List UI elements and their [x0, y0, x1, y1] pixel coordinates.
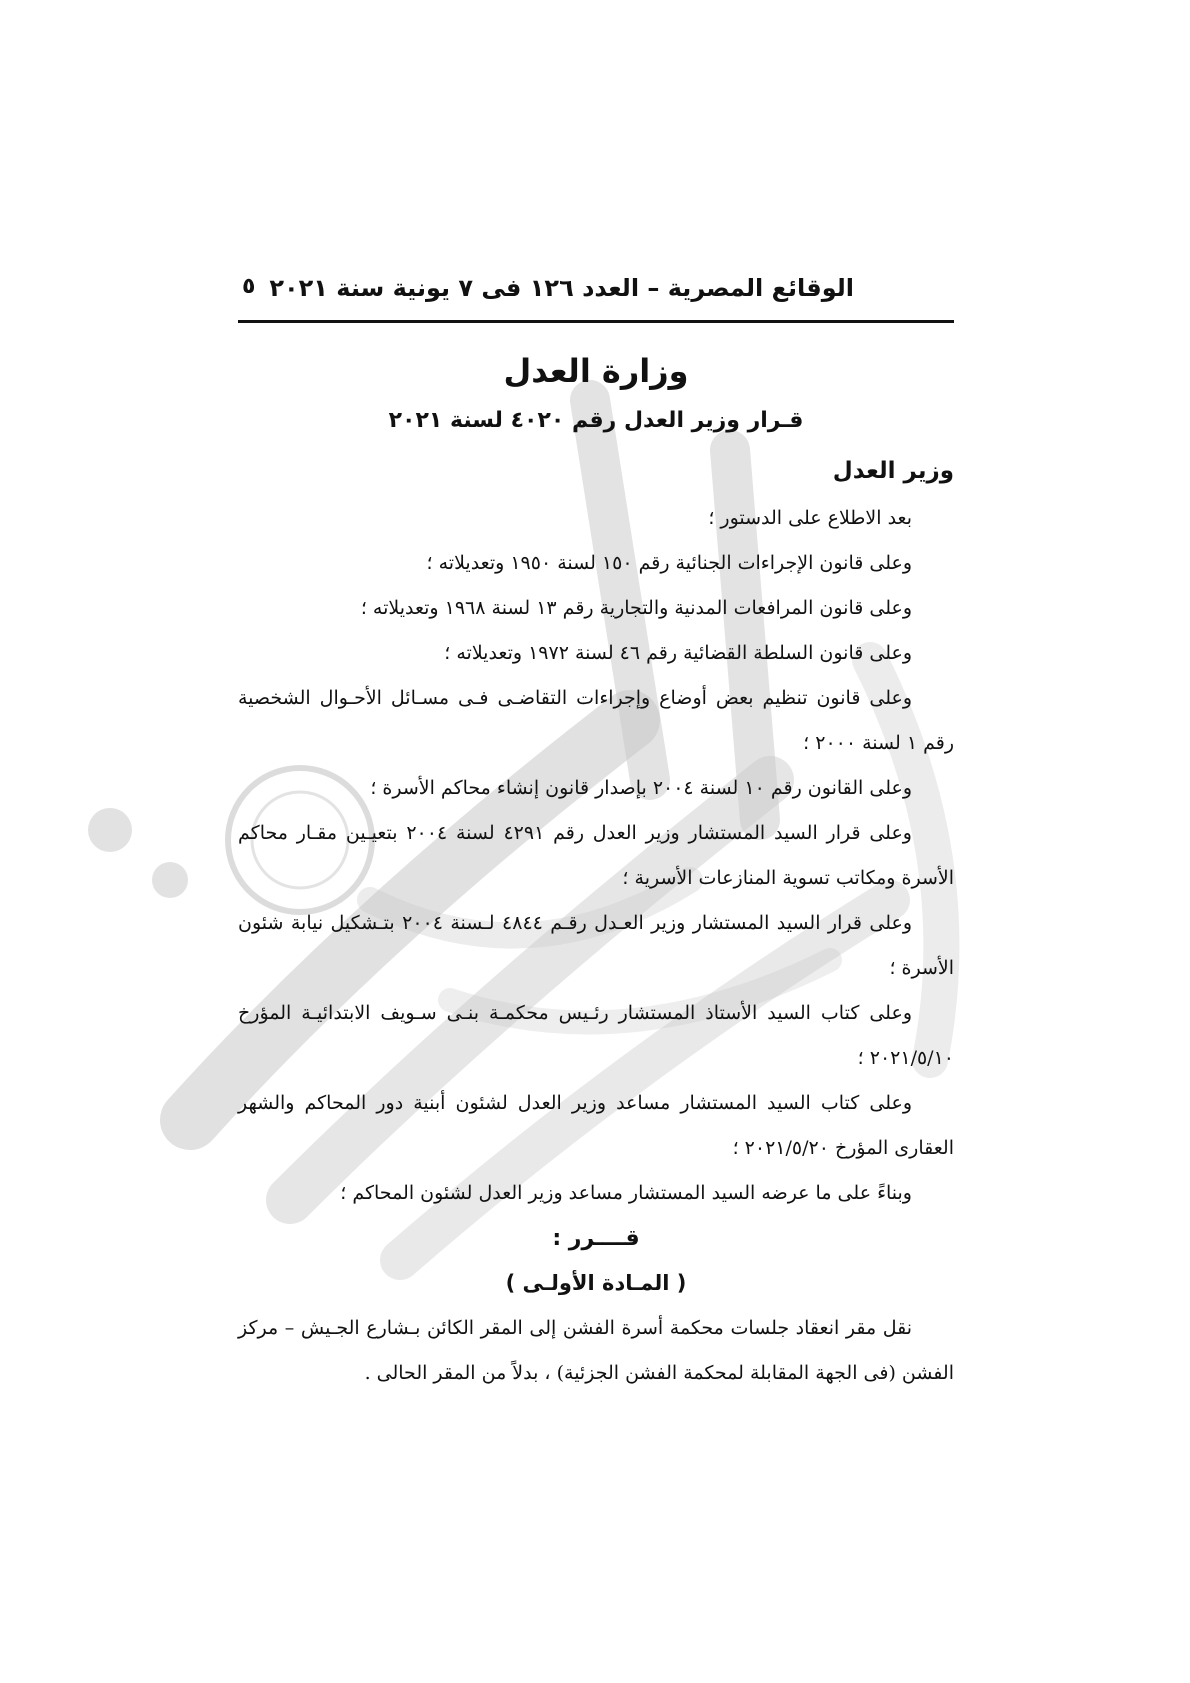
page-header — [238, 262, 954, 322]
ministry-title: وزارة العدل — [503, 352, 689, 390]
decree-title: قـرار وزير العدل رقم ٤٠٢٠ لسنة ٢٠٢١ — [388, 408, 804, 433]
decree-body — [238, 496, 954, 1396]
preamble-paragraph: وعلى قرار السيد المستشار وزير العدل رقم ٤٢٩١ لسنة ٢٠٠٤ بتعيـين مقـار محاكم الأسرة ومكاتب تسوية المنازعات الأسرية ؛ — [238, 822, 954, 889]
watermark-dot — [152, 862, 188, 898]
preamble-paragraph: وعلى القانون رقم ١٠ لسنة ٢٠٠٤ بإصدار قانون إنشاء محاكم الأسرة ؛ — [370, 777, 912, 799]
preamble-paragraph: وبناءً على ما عرضه السيد المستشار مساعد وزير العدل لشئون المحاكم ؛ — [340, 1182, 912, 1204]
article-heading: ( المـادة الأولـى ) — [505, 1271, 687, 1295]
preamble-paragraph: وعلى قرار السيد المستشار وزير العـدل رقـم ٤٨٤٤ لـسنة ٢٠٠٤ بتـشكيل نيابة شئون الأسرة ؛ — [238, 912, 954, 979]
minister-heading: وزير العدل — [832, 458, 954, 484]
article-text: نقل مقر انعقاد جلسات محكمة أسرة الفشن إلى المقر الكائن بـشارع الجـيش – مركز الفشن (فى الجهة المقابلة لمحكمة الفشن الجزئية) ، بدلاً من المقر الحالى . — [238, 1317, 954, 1384]
preamble-paragraph: وعلى كتاب السيد الأستاذ المستشار رئـيس محكمـة بنـى سـويف الابتدائيـة المؤرخ ٢٠٢١/٥/١٠ ؛ — [238, 1002, 954, 1069]
preamble-paragraph: وعلى قانون الإجراءات الجنائية رقم ١٥٠ لسنة ١٩٥٠ وتعديلاته ؛ — [426, 552, 912, 574]
header-divider — [238, 320, 954, 323]
decided-heading: قــــرر : — [552, 1226, 640, 1251]
preamble-paragraph: وعلى قانون المرافعات المدنية والتجارية رقم ١٣ لسنة ١٩٦٨ وتعديلاته ؛ — [360, 597, 912, 619]
preamble-paragraph: وعلى كتاب السيد المستشار مساعد وزير العدل لشئون أبنية دور المحاكم والشهر العقارى المؤرخ ٢٠٢١/٥/٢٠ ؛ — [238, 1092, 954, 1159]
page-number: ٥ — [242, 274, 256, 299]
watermark-dot — [88, 808, 132, 852]
preamble-paragraph: وعلى قانون السلطة القضائية رقم ٤٦ لسنة ١٩٧٢ وتعديلاته ؛ — [444, 642, 912, 664]
preamble-paragraph: وعلى قانون تنظيم بعض أوضاع وإجراءات التقاضـى فـى مسـائل الأحـوال الشخصية رقم ١ لسنة ٢٠٠٠ ؛ — [238, 687, 954, 754]
preamble-paragraph: بعد الاطلاع على الدستور ؛ — [708, 507, 912, 529]
gazette-header-title: الوقائع المصرية – العدد ١٢٦ فى ٧ يونية سنة ٢٠٢١ — [269, 274, 854, 302]
